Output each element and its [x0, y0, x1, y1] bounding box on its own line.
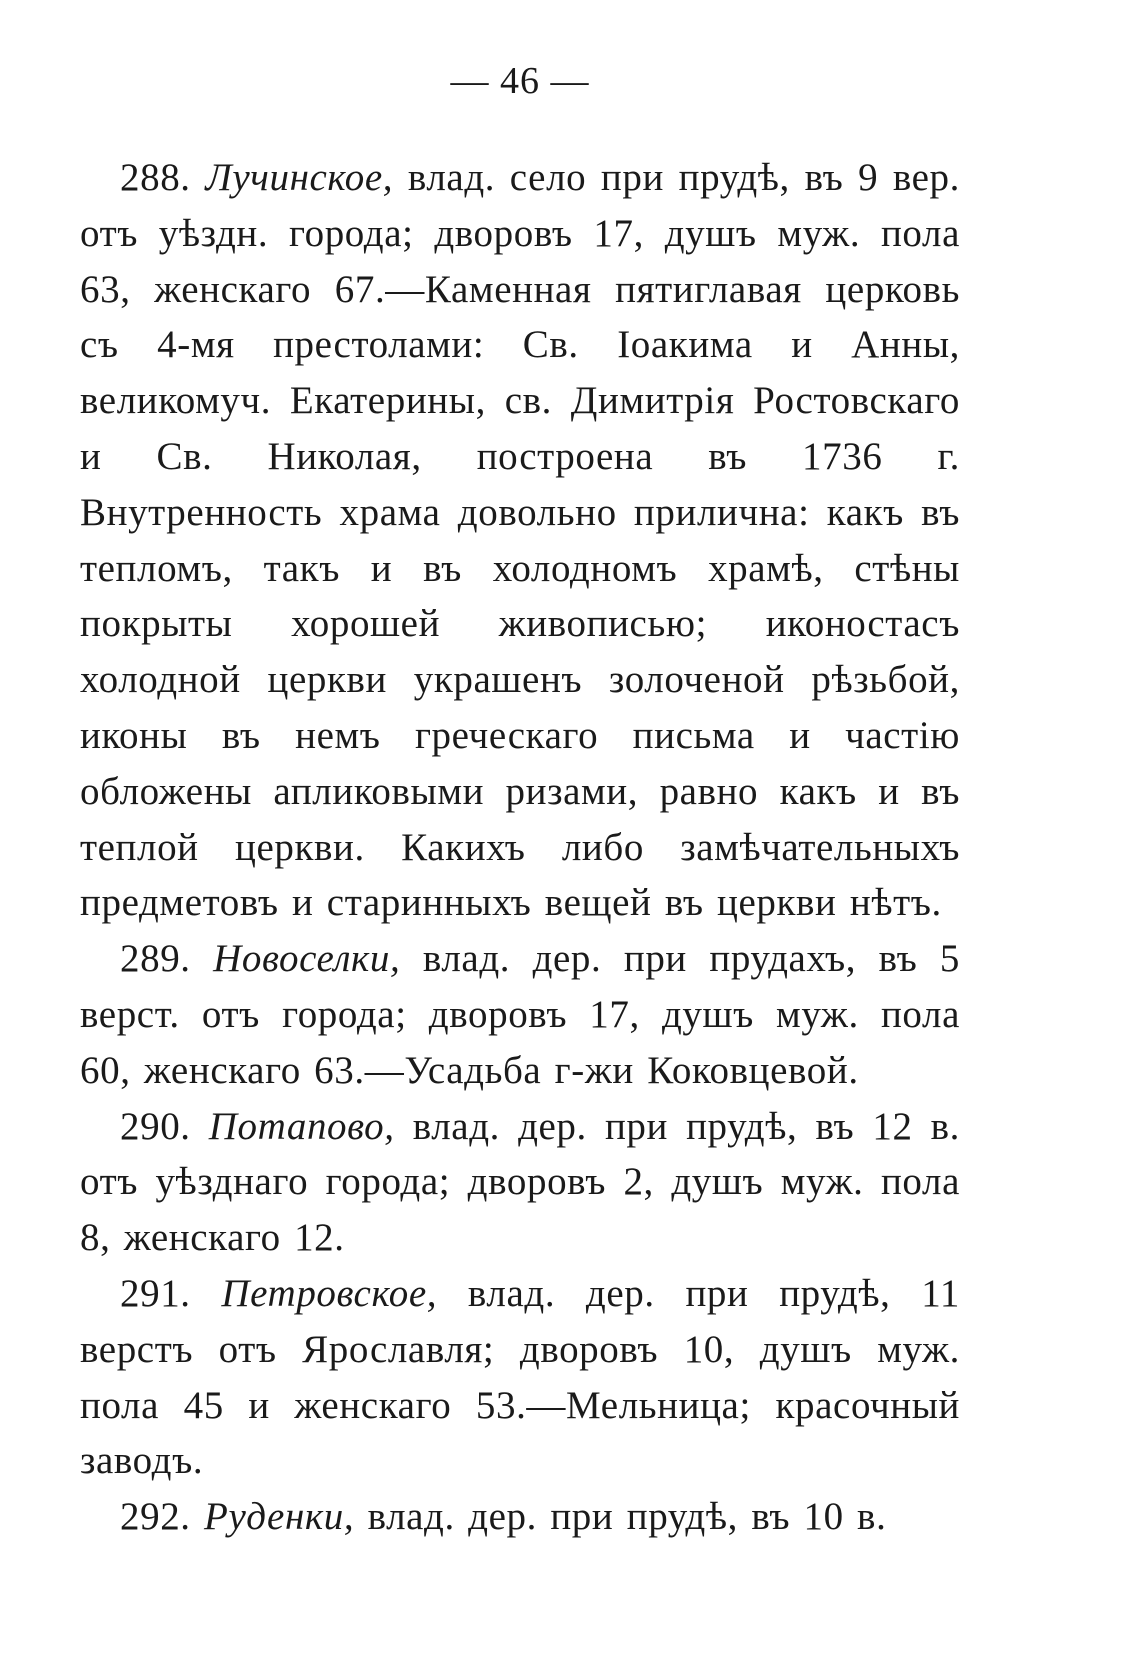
entry-place-name: Петровское,: [221, 1271, 438, 1315]
entry-text: влад. село при прудѣ, въ 9 вер. отъ уѣздн. города; дворовъ 17, душъ муж. пола 63, женскаго 67.—Каменная пятиглавая церковь съ 4-мя престолами: Св. Іоакима и Анны, великомуч. Екатерины, св. Димитрія Ростовскаго и Св. Николая, построена въ 1736 г. Внутренность храма довольно прилична: какъ въ тепломъ, такъ и въ холодномъ храмѣ, стѣны покрыты хорошей живописью; иконостасъ холодной церкви украшенъ золоченой рѣзьбой, иконы въ немъ греческаго письма и частію обложены апликовыми ризами, равно какъ и въ теплой церкви. Какихъ либо замѣчательныхъ предметовъ и старинныхъ вещей въ церкви нѣтъ.: [80, 156, 960, 925]
entry-place-name: Потапово,: [208, 1104, 395, 1148]
entry-number: 290.: [120, 1104, 191, 1148]
entry-number: 292.: [120, 1495, 191, 1539]
entry-292: [80, 1489, 960, 1545]
entry-289: [80, 931, 960, 1098]
book-page: [80, 62, 960, 1545]
entry-290: [80, 1099, 960, 1266]
entry-number: 291.: [120, 1271, 191, 1315]
entry-number: 289.: [120, 937, 191, 981]
entry-288: [80, 150, 960, 931]
page-number: — 46 —: [450, 60, 590, 102]
entry-number: 288.: [120, 156, 191, 199]
entry-text: влад. дер. при прудѣ, въ 12 в. отъ уѣзднаго города; дворовъ 2, душъ муж. пола 8, женскаго 12.: [80, 1104, 960, 1260]
entry-text: влад. дер. при прудѣ, въ 10 в.: [367, 1495, 887, 1539]
entry-place-name: Новоселки,: [213, 937, 401, 981]
entry-text: влад. дер. при прудѣ, 11 верстъ отъ Ярославля; дворовъ 10, душъ муж. пола 45 и женскаго 53.—Мельница; красочный заводъ.: [80, 1271, 960, 1483]
entry-text: влад. дер. при прудахъ, въ 5 верст. отъ города; дворовъ 17, душъ муж. пола 60, женскаго 63.—Усадьба г-жи Коковцевой.: [80, 937, 961, 1092]
entry-place-name: Лучинское,: [205, 156, 394, 199]
entry-place-name: Руденки,: [204, 1495, 355, 1539]
entry-291: [80, 1266, 960, 1489]
